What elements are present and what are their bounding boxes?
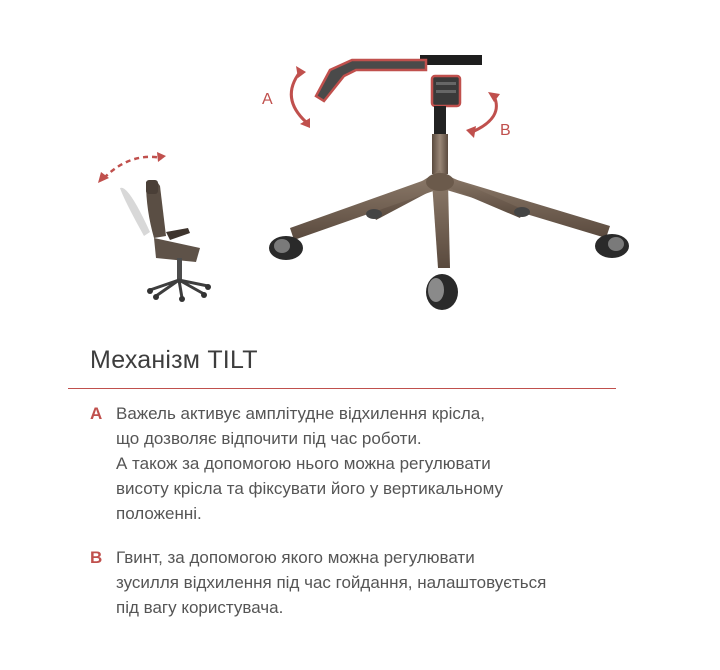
section-title: Механізм TILT [90,346,258,374]
item-text-b: Гвинт, за допомогою якого можна регулювати зусилля відхилення під час гойдання, налаштовується під вагу користувача. [116,548,547,617]
diagram-label-a: A [262,91,273,108]
item-text-a: Важель активує амплітудне відхилення крісла, що дозволяє відпочити під час роботи. А також за допомогою нього можна регулювати висоту крісла та фіксувати його у вертикальному положенні. [116,404,503,523]
title-divider [68,388,616,389]
item-letter-b: B [90,548,103,567]
reclining-chair-thumbnail [98,152,211,302]
diagram-label-b: B [500,122,511,139]
description-item-a [90,401,650,526]
description-item-b [90,545,650,620]
chair-mechanism-illustration [0,0,720,330]
item-letter-a: A [90,404,103,423]
arrow-a-icon [262,66,310,128]
tilt-mechanism-base [269,55,629,310]
arrow-b-icon [466,92,511,139]
